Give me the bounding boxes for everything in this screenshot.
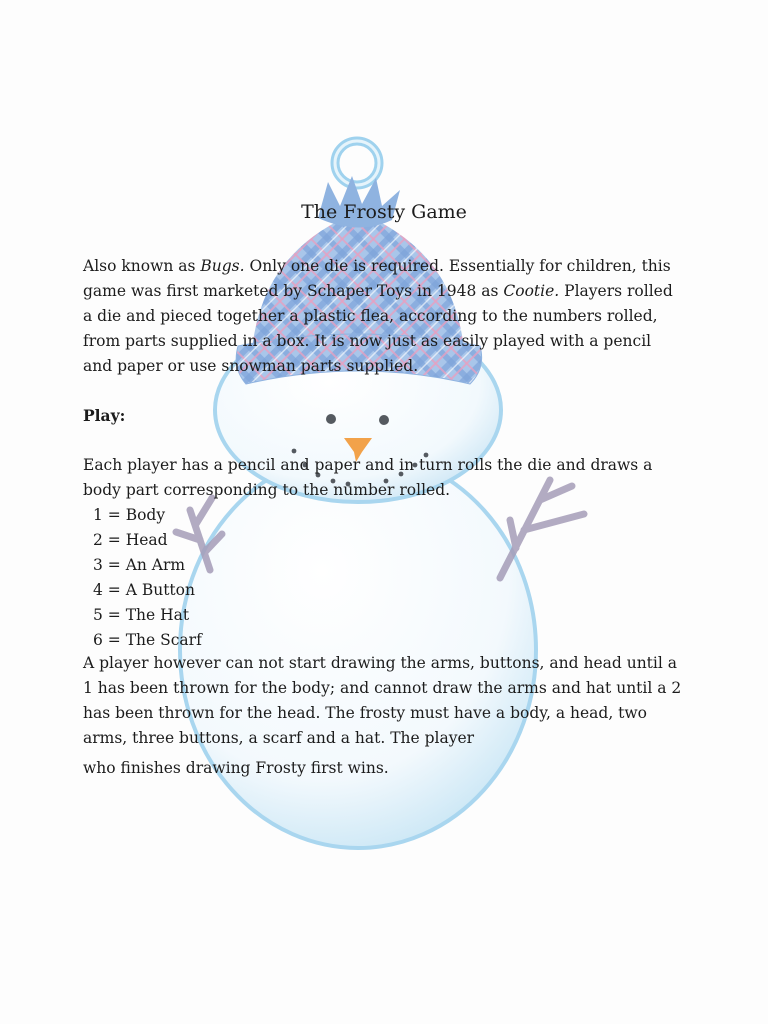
closing-paragraph: [83, 651, 683, 781]
rule-item: 5 = The Hat: [93, 606, 190, 624]
rule-item: 4 = A Button: [93, 581, 195, 599]
rule-item: 1 = Body: [93, 506, 166, 524]
rule-item: 6 = The Scarf: [93, 631, 202, 649]
play-heading: Play:: [83, 406, 126, 425]
intro-italic-text: Cootie.: [503, 282, 560, 300]
rule-item: 2 = Head: [93, 531, 168, 549]
intro-italic-text: Bugs.: [200, 257, 245, 275]
intro-text: Also known as: [83, 257, 201, 275]
closing-last-line: who finishes drawing Frosty first wins.: [83, 759, 389, 777]
roll-rules-list: [93, 503, 202, 653]
intro-text: Only one die is required. Essentially for children, this game was first marketed by Schaper Toys in 1948 as: [83, 257, 671, 300]
intro-paragraph: [83, 254, 683, 379]
page-title: The Frosty Game: [301, 201, 467, 223]
closing-text: A player however can not start drawing the arms, buttons, and head until a 1 has been thrown for the body; and cannot draw the arms and hat until a 2 has been thrown for the head. The frosty must have a body, a head, two arms, three buttons, a scarf and a hat. The player: [83, 654, 682, 747]
intro-text: Players rolled a die and pieced together a plastic flea, according to the numbers rolled, from parts supplied in a box. It is now just as easily played with a pencil and paper or use snowman parts supplied.: [83, 282, 673, 375]
play-instructions: Each player has a pencil and paper and in turn rolls the die and draws a body part corresponding to the number rolled.: [83, 456, 653, 499]
rule-item: 3 = An Arm: [93, 556, 186, 574]
